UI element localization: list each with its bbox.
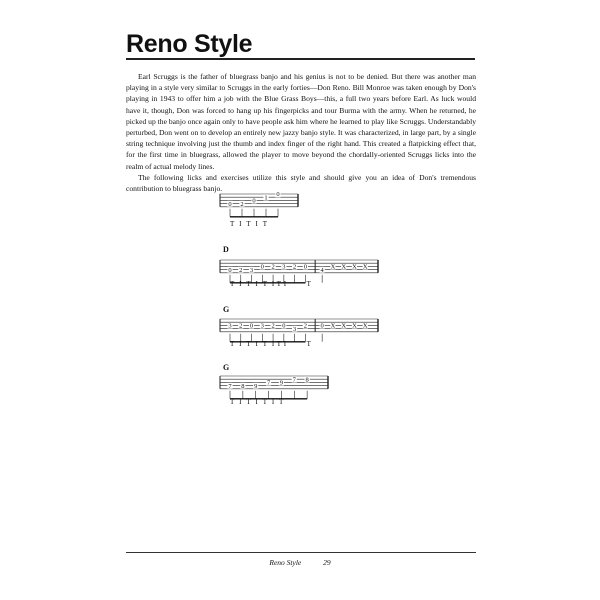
fret-number: 3 <box>249 266 254 274</box>
fret-number: 9 <box>279 379 284 387</box>
fret-number: 2 <box>239 266 243 274</box>
fret-number: 2 <box>271 263 275 271</box>
fret-number: 0 <box>228 266 232 274</box>
fret-number: X <box>352 322 357 330</box>
fret-number: 3 <box>292 325 297 333</box>
fret-number: 7 <box>292 376 296 384</box>
fret-number: X <box>330 322 336 330</box>
fret-number: X <box>330 263 336 271</box>
fret-number: 2 <box>239 322 243 330</box>
footer-rule <box>126 552 476 553</box>
fret-number: 4 <box>320 266 324 274</box>
fret-number: 3 <box>260 322 264 330</box>
right-hand-fingering: T I T I T I T <box>230 398 284 406</box>
right-hand-fingering: T I T I T I T I T <box>230 280 312 288</box>
chord-label: D <box>223 245 229 254</box>
fret-number: 3 <box>228 322 232 330</box>
fret-number: 0 <box>249 322 254 330</box>
fret-number: 7 <box>266 379 271 387</box>
chord-label: G <box>223 305 230 314</box>
page-number: 29 <box>323 558 331 567</box>
chord-label: G <box>223 363 230 372</box>
fret-number: 0 <box>276 191 280 199</box>
fret-number: 2 <box>292 263 297 271</box>
fret-number: 8 <box>305 376 309 384</box>
fret-number: 9 <box>254 382 258 390</box>
fret-number: 0 <box>260 263 264 271</box>
fret-number: 0 <box>282 322 286 330</box>
tab-staff <box>220 190 300 220</box>
tab-example-1 <box>220 190 300 220</box>
fret-number: X <box>362 322 368 330</box>
fret-number: 7 <box>228 382 232 390</box>
fret-number: 1 <box>264 194 268 202</box>
fret-number: 3 <box>282 263 286 271</box>
fret-number: 2 <box>303 322 308 330</box>
fret-number: X <box>362 263 368 271</box>
body-text <box>126 71 476 194</box>
title-rule <box>126 58 475 60</box>
right-hand-fingering: T I T I T I T I T <box>230 340 312 348</box>
fret-number: X <box>341 322 347 330</box>
fret-number: 8 <box>241 382 245 390</box>
fret-number: 0 <box>303 263 308 271</box>
fret-number: X <box>352 263 357 271</box>
fret-number: 2 <box>271 322 275 330</box>
fret-number: X <box>341 263 347 271</box>
page-title: Reno Style <box>126 30 253 58</box>
page-footer <box>0 558 600 567</box>
fret-number: 0 <box>252 197 256 205</box>
right-hand-fingering: T I T I T <box>230 220 268 228</box>
fret-number: 0 <box>228 200 232 208</box>
paragraph: The following licks and exercises utilize this style and should give you an idea of Don's tremendous contribution to bluegrass banjo. <box>126 172 476 194</box>
fret-number: 0 <box>320 322 324 330</box>
paragraph: Earl Scruggs is the father of bluegrass banjo and his genius is not to be denied. But there was another man playing in a style very similar to Scruggs in the early forties—Don Reno. Bill Monroe was taken enough by Don's playing in 1943 to offer him a job with the Blue Grass Boys—this, a full two years before Earl. As luck would have it, though, Don was forced to hang up his fingerpicks and tour Burma with the army. When he returned, he picked up the banjo once again only to have people ask him where he learned to play like Scruggs. Understandably perturbed, Don went on to develop an entirely new jazzy banjo style. It was characterized, in large part, by a single string technique involving just the thumb and index finger of the right hand. This created a flatpicking effect that, for the first time in bluegrass, allowed the player to move beyond the chordally-oriented Scruggs licks into the realm of actual melody lines. <box>126 72 476 171</box>
fret-number: 2 <box>240 200 244 208</box>
footer-section-title: Reno Style <box>269 558 302 567</box>
